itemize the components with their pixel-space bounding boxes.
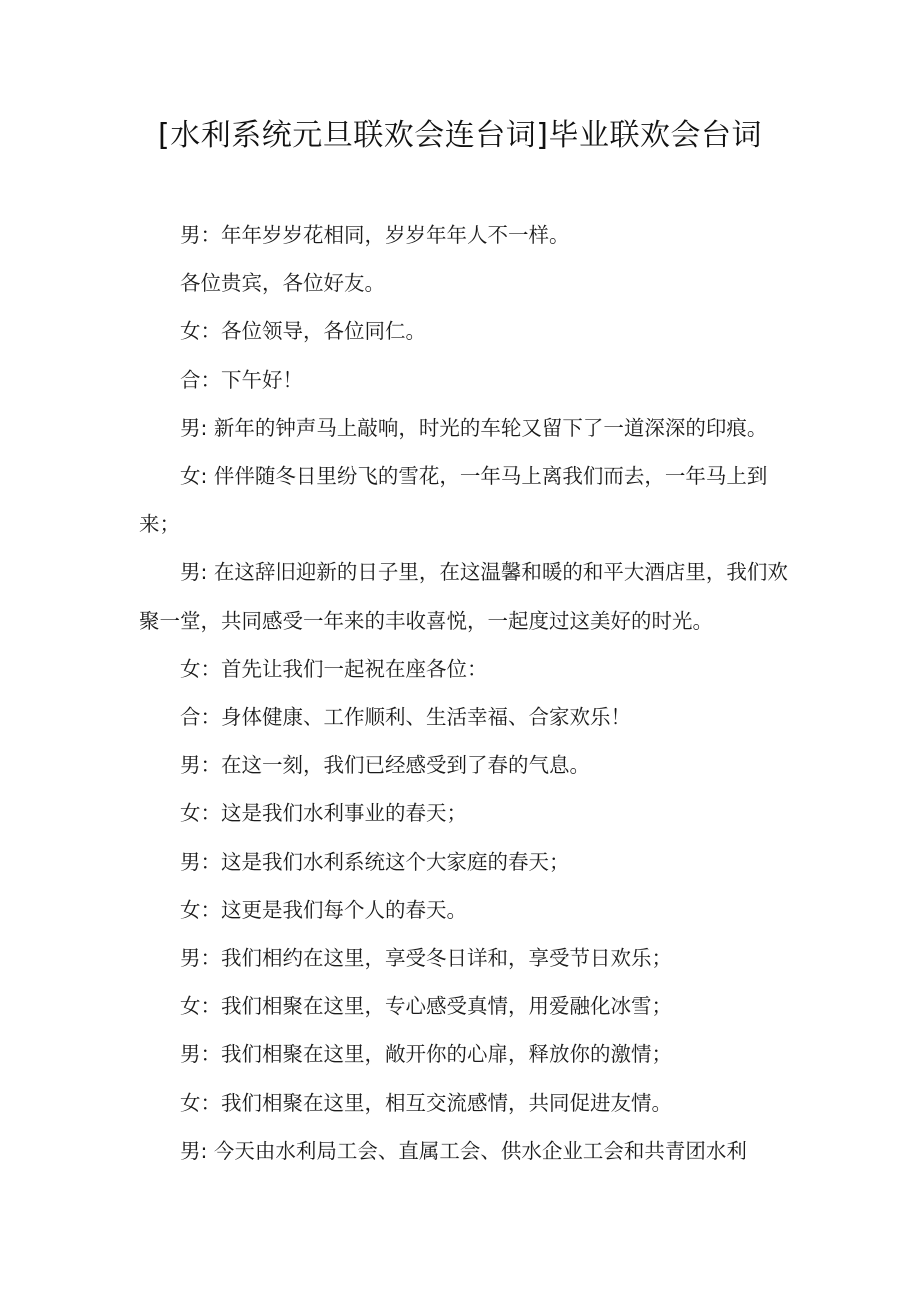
paragraph: 合：下午好！ xyxy=(180,367,303,392)
paragraph: 男: 今天由水利局工会、直属工会、供水企业工会和共青团水利 xyxy=(180,1138,747,1163)
paragraph: 女: 伴伴随冬日里纷飞的雪花，一年马上离我们而去，一年马上到来； xyxy=(139,464,768,537)
paragraph: 男：在这一刻，我们已经感受到了春的气息。 xyxy=(180,753,590,778)
paragraph: 合：身体健康、工作顺利、生活幸福、合家欢乐！ xyxy=(180,705,631,730)
document-title: [水利系统元旦联欢会连台词]毕业联欢会台词 xyxy=(158,118,762,153)
paragraph: 男: 在这辞旧迎新的日子里，在这温馨和暖的和平大酒店里，我们欢聚一堂，共同感受一年来的丰收喜悦，一起度过这美好的时光。 xyxy=(139,560,788,633)
paragraph: 男：我们相约在这里，享受冬日详和，享受节日欢乐； xyxy=(180,946,672,971)
paragraph: 女：这更是我们每个人的春天。 xyxy=(180,897,467,922)
paragraph: 各位贵宾，各位好友。 xyxy=(180,271,385,296)
paragraph: 女：这是我们水利事业的春天； xyxy=(180,801,467,826)
paragraph: 女：首先让我们一起祝在座各位： xyxy=(180,656,488,681)
paragraph: 男：这是我们水利系统这个大家庭的春天； xyxy=(180,849,570,874)
paragraph: 女：我们相聚在这里，相互交流感情，共同促进友情。 xyxy=(180,1090,672,1115)
paragraph: 男：我们相聚在这里，敞开你的心扉，释放你的激情； xyxy=(180,1042,672,1067)
paragraph: 男：年年岁岁花相同，岁岁年年人不一样。 xyxy=(180,223,570,247)
paragraph: 男: 新年的钟声马上敲响，时光的车轮又留下了一道深深的印痕。 xyxy=(180,415,768,440)
paragraph: 女：各位领导，各位同仁。 xyxy=(180,319,426,344)
document-body xyxy=(139,211,789,1175)
paragraph: 女：我们相聚在这里，专心感受真情，用爱融化冰雪； xyxy=(180,994,672,1019)
